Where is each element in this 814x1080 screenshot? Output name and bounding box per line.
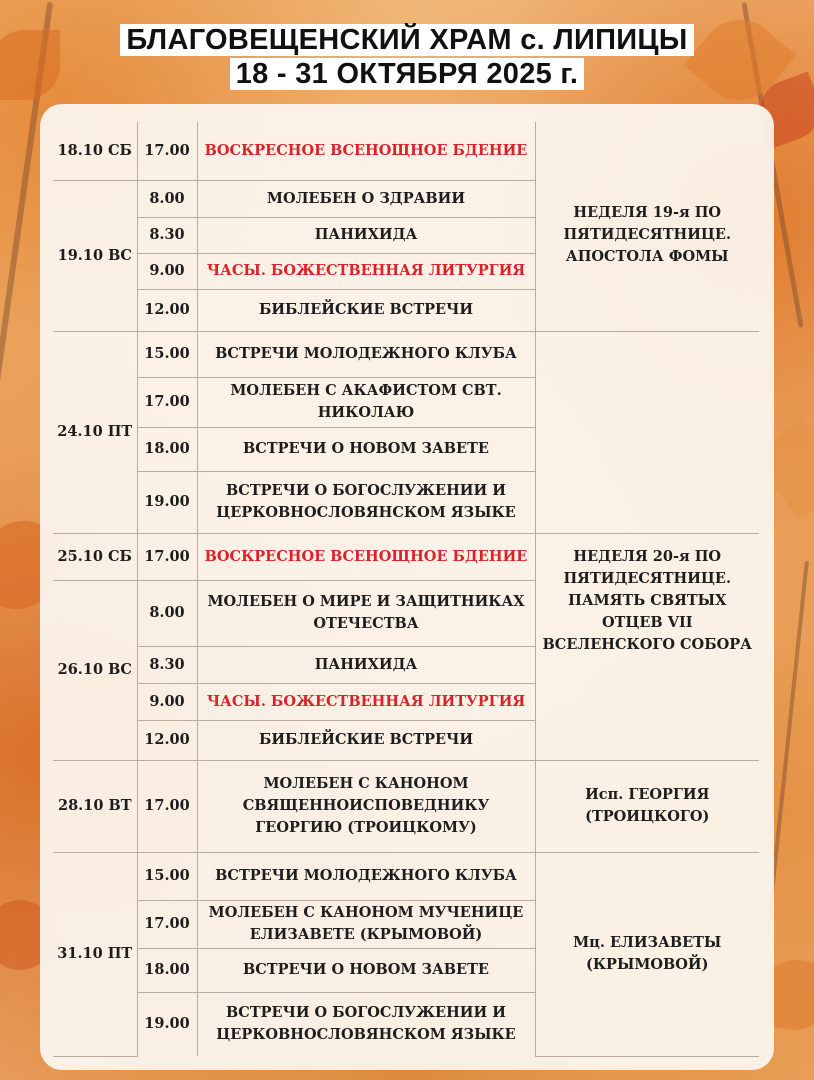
time-cell: 17.00 bbox=[137, 533, 197, 580]
table-row bbox=[53, 331, 759, 377]
event-cell: ВСТРЕЧИ О БОГОСЛУЖЕНИИ И ЦЕРКОВНОСЛОВЯНСКОМ ЯЗЫКЕ bbox=[197, 471, 535, 533]
event-cell: ВСТРЕЧИ О НОВОМ ЗАВЕТЕ bbox=[197, 948, 535, 992]
date-cell: 25.10 СБ bbox=[53, 533, 137, 580]
event-cell: МОЛЕБЕН С КАНОНОМ СВЯЩЕННОИСПОВЕДНИКУ ГЕОРГИЮ (ТРОИЦКОМУ) bbox=[197, 760, 535, 852]
date-cell: 28.10 ВТ bbox=[53, 760, 137, 852]
date-range-title: 18 - 31 ОКТЯБРЯ 2025 г. bbox=[230, 58, 585, 90]
event-cell: МОЛЕБЕН О МИРЕ И ЗАЩИТНИКАХ ОТЕЧЕСТВА bbox=[197, 580, 535, 646]
time-cell: 15.00 bbox=[137, 852, 197, 900]
event-cell: ПАНИХИДА bbox=[197, 646, 535, 683]
event-cell: ВСТРЕЧИ МОЛОДЕЖНОГО КЛУБА bbox=[197, 331, 535, 377]
date-cell: 18.10 СБ bbox=[53, 122, 137, 180]
time-cell: 18.00 bbox=[137, 948, 197, 992]
time-cell: 17.00 bbox=[137, 122, 197, 180]
time-cell: 17.00 bbox=[137, 377, 197, 427]
table-row bbox=[53, 122, 759, 180]
event-cell: ЧАСЫ. БОЖЕСТВЕННАЯ ЛИТУРГИЯ bbox=[197, 253, 535, 289]
event-cell: МОЛЕБЕН О ЗДРАВИИ bbox=[197, 180, 535, 217]
time-cell: 19.00 bbox=[137, 471, 197, 533]
time-cell: 12.00 bbox=[137, 289, 197, 331]
event-cell: МОЛЕБЕН С АКАФИСТОМ СВТ. НИКОЛАЮ bbox=[197, 377, 535, 427]
event-cell: ВОСКРЕСНОЕ ВСЕНОЩНОЕ БДЕНИЕ bbox=[197, 122, 535, 180]
date-cell: 31.10 ПТ bbox=[53, 852, 137, 1056]
table-row bbox=[53, 760, 759, 852]
time-cell: 17.00 bbox=[137, 900, 197, 948]
time-cell: 15.00 bbox=[137, 331, 197, 377]
event-cell: ВСТРЕЧИ О БОГОСЛУЖЕНИИ И ЦЕРКОВНОСЛОВЯНСКОМ ЯЗЫКЕ bbox=[197, 992, 535, 1056]
date-cell: 26.10 ВС bbox=[53, 580, 137, 760]
note-cell: Мц. ЕЛИЗАВЕТЫ (КРЫМОВОЙ) bbox=[535, 852, 759, 1056]
table-row bbox=[53, 533, 759, 580]
date-cell: 19.10 ВС bbox=[53, 180, 137, 331]
event-cell: ЧАСЫ. БОЖЕСТВЕННАЯ ЛИТУРГИЯ bbox=[197, 683, 535, 720]
date-cell: 24.10 ПТ bbox=[53, 331, 137, 533]
time-cell: 8.00 bbox=[137, 580, 197, 646]
time-cell: 8.30 bbox=[137, 217, 197, 253]
time-cell: 9.00 bbox=[137, 253, 197, 289]
note-cell: НЕДЕЛЯ 20-я ПО ПЯТИДЕСЯТНИЦЕ. ПАМЯТЬ СВЯТЫХ ОТЦЕВ VII ВСЕЛЕНСКОГО СОБОРА bbox=[535, 533, 759, 760]
event-cell: БИБЛЕЙСКИЕ ВСТРЕЧИ bbox=[197, 720, 535, 760]
time-cell: 8.30 bbox=[137, 646, 197, 683]
table-row bbox=[53, 852, 759, 900]
schedule-table bbox=[53, 122, 759, 1057]
note-cell: Исп. ГЕОРГИЯ (ТРОИЦКОГО) bbox=[535, 760, 759, 852]
time-cell: 17.00 bbox=[137, 760, 197, 852]
page-title: БЛАГОВЕЩЕНСКИЙ ХРАМ с. ЛИПИЦЫ bbox=[120, 24, 693, 56]
event-cell: МОЛЕБЕН С КАНОНОМ МУЧЕНИЦЕ ЕЛИЗАВЕТЕ (КРЫМОВОЙ) bbox=[197, 900, 535, 948]
time-cell: 8.00 bbox=[137, 180, 197, 217]
time-cell: 12.00 bbox=[137, 720, 197, 760]
time-cell: 19.00 bbox=[137, 992, 197, 1056]
event-cell: ВОСКРЕСНОЕ ВСЕНОЩНОЕ БДЕНИЕ bbox=[197, 533, 535, 580]
time-cell: 18.00 bbox=[137, 427, 197, 471]
note-cell: НЕДЕЛЯ 19-я ПО ПЯТИДЕСЯТНИЦЕ. АПОСТОЛА ФОМЫ bbox=[535, 122, 759, 331]
header bbox=[0, 24, 814, 90]
event-cell: ВСТРЕЧИ О НОВОМ ЗАВЕТЕ bbox=[197, 427, 535, 471]
event-cell: БИБЛЕЙСКИЕ ВСТРЕЧИ bbox=[197, 289, 535, 331]
event-cell: ПАНИХИДА bbox=[197, 217, 535, 253]
time-cell: 9.00 bbox=[137, 683, 197, 720]
note-cell-empty bbox=[535, 331, 759, 533]
event-cell: ВСТРЕЧИ МОЛОДЕЖНОГО КЛУБА bbox=[197, 852, 535, 900]
